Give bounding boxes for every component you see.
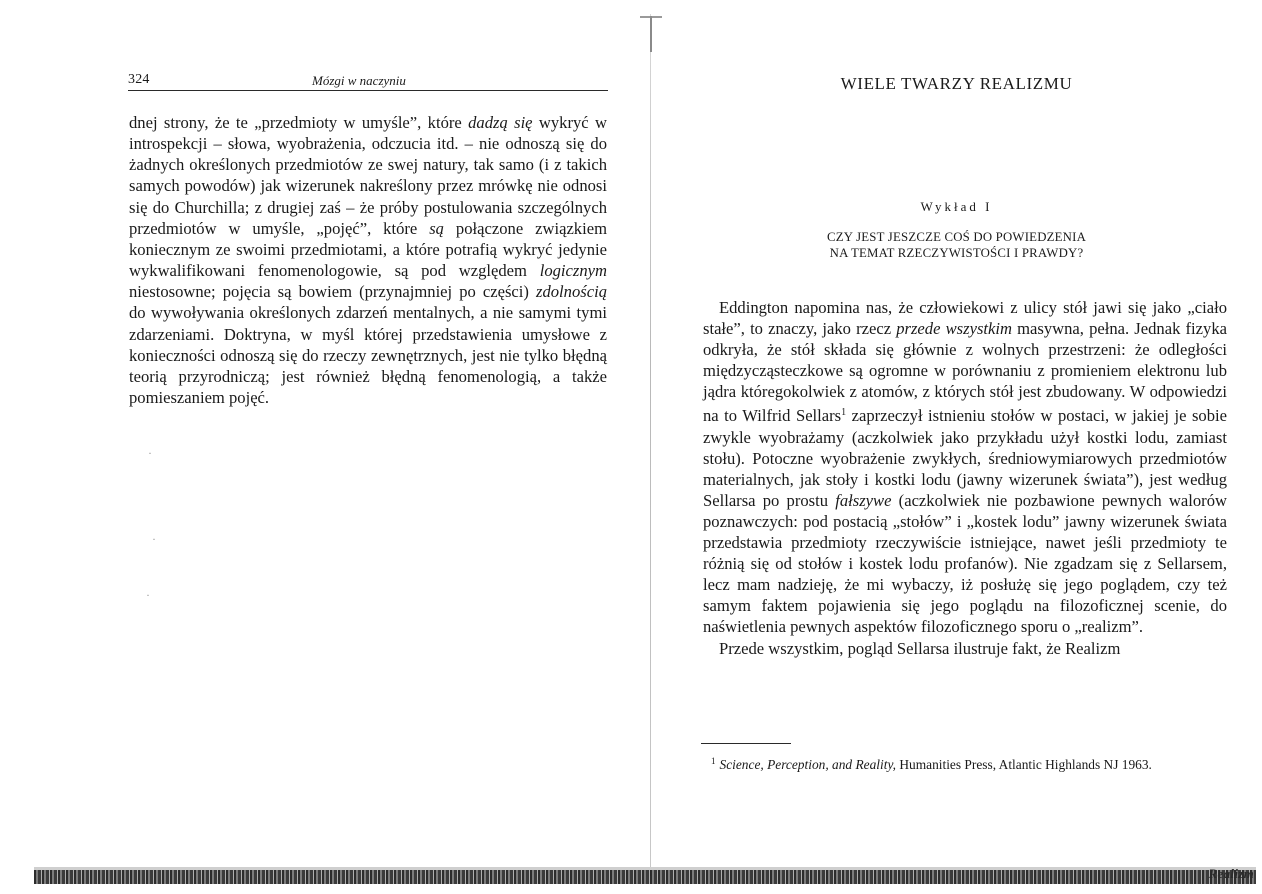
- scan-band: [34, 870, 1256, 884]
- scan-speck: ·: [146, 588, 150, 602]
- right-paragraph-2: Przede wszystkim, pogląd Sellarsa ilustruje fakt, że Realizm: [719, 638, 1121, 658]
- lecture-title-line: NA TEMAT RZECZYWISTOŚCI I PRAWDY?: [829, 246, 1084, 260]
- lecture-title: [651, 229, 1262, 261]
- right-paragraph-1: Eddington napomina nas, że człowiekowi z ulicy stół jawi się jako „ciało stałe”, to znaczy, jako rzecz przede wszystkim masywna, pełna. Jednak fizyka odkryła, że stół składa się głównie z wolnych przestrzeni: że odległości międzycząsteczkowe są ogromne w porównaniu z promieniem elektronu lub jądra któregokolwiek z atomów, z których stół jest zbudowany. W odpowiedzi na to Wilfrid Sellars$^1$ zaprzeczył istnieniu stołów w postaci, w jakiej je sobie zwykle wyobrażamy (aczkolwiek jako przykładu użył kostki lodu, zamiast stołu). Potoczne wyobrażenie zwykłych, średniowymiarowych przedmiotów materialnych, jak stoły i kostki lodu (jawny wizerunek świata”), jest według Sellarsa po prostu fałszywe (aczkolwiek nie pozbawione pewnych walorów poznawczych: pod postacią „stołów” i „kostek lodu” jawny wizerunek świata przedstawia przedmioty rzeczywiście istniejące, nawet jeśli przedmioty te różnią się od stołów i kostek lodu profanów). Nie zgadzam się z Sellarsem, lecz mam nadzieję, że mi wybaczy, iż posłużę się jego poglądem, czy też samym faktem pojawienia się jego poglądu na filozoficznej scenie, do naświetlenia pewnych aspektów filozoficznego sporu o „realizm”.: [703, 298, 1227, 637]
- lecture-title-line: CZY JEST JESZCZE COŚ DO POWIEDZENIA: [826, 230, 1087, 244]
- right-page: [651, 0, 1262, 894]
- scan-speck: ·: [152, 532, 156, 546]
- scan-speck: ·: [148, 446, 152, 460]
- footnote-reference: 1: [841, 407, 847, 419]
- page-number: 324: [128, 72, 150, 87]
- right-body-text: [703, 297, 1227, 659]
- footnote-text: Humanities Press, Atlantic Highlands NJ 1963.: [896, 757, 1152, 772]
- scan-band-text: Realizm: [1208, 866, 1254, 881]
- footnote-mark: 1: [711, 756, 716, 766]
- header-rule: [128, 90, 608, 91]
- left-paragraph: dnej strony, że te „przedmioty w umyśle”, które dadzą się wykryć w introspekcji – słowa, wyobrażenia, odczucia itd. – nie odnoszą się do żadnych określonych przedmiotów ze swej natury, tak samo (i z takich samych powodów) jak wizerunek nakreślony przez mrówkę nie odnosi się do Churchilla; z drugiej zaś – że próby postulowania szczególnych przedmiotów w umyśle, „pojęć”, które są połączone związkiem koniecznym ze swoimi przedmiotami, a które potrafią wykryć jedynie wykwalifikowani fenomenologowie, są pod względem logicznym niestosowne; pojęcia są bowiem (przynajmniej po części) zdolnością do wywoływania określonych zdarzeń mentalnych, a nie samymi tymi zdarzeniami. Doktryna, w myśl której przedstawienia umysłowe z konieczności odnoszą się do rzeczy zewnętrznych, jest nie tylko błędną teorią przyrodniczą; jest również błędną fenomenologią, a także pomieszaniem pojęć.: [129, 113, 607, 408]
- chapter-heading: WIELE TWARZY REALIZMU: [840, 74, 1073, 93]
- footnote: [701, 752, 1227, 774]
- left-body-text: [129, 112, 607, 408]
- running-title: Mózgi w naczyniu: [312, 73, 406, 88]
- footnote-rule: [701, 743, 791, 744]
- left-page-header: [128, 72, 608, 92]
- footnote-title: Science, Perception, and Reality,: [719, 757, 896, 772]
- lecture-label: Wykład I: [920, 199, 993, 214]
